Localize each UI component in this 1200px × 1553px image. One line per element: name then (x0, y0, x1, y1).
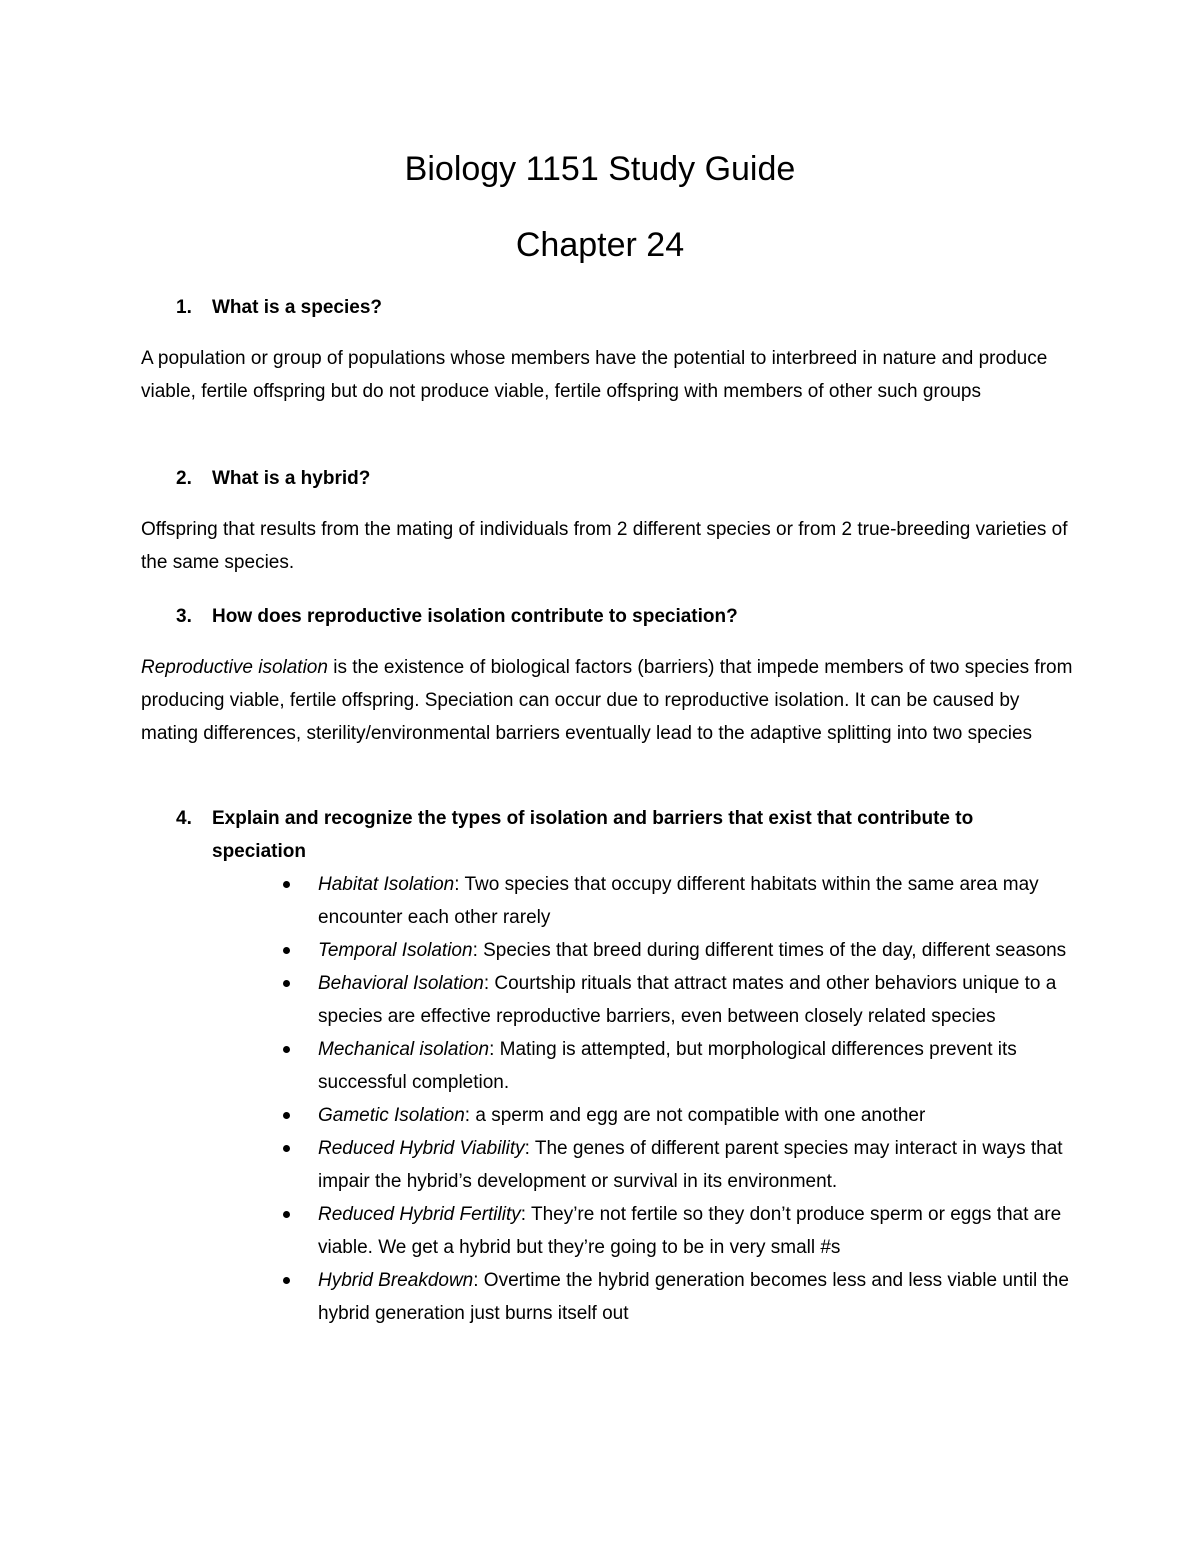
barrier-description: : Overtime the hybrid generation becomes less and less viable until the hybrid generation just burns itself out (318, 1270, 1069, 1324)
barrier-term: Reduced Hybrid Fertility (318, 1204, 521, 1225)
list-item (280, 1099, 1070, 1132)
question-text: What is a hybrid? (212, 468, 371, 489)
answer-text: is the existence of biological factors (barriers) that impede members of two species from producing viable, fertile offspring. Speciation can occur due to reproductive isolation. It can be caused by mating differences, sterility/environmental barriers eventually lead to the adaptive splitting into two species (141, 657, 1073, 744)
question-4 (176, 802, 1076, 868)
question-text: Explain and recognize the types of isolation and barriers that exist that contribute to speciation (212, 808, 974, 862)
question-3 (176, 600, 1076, 633)
bullet-icon (283, 1211, 290, 1218)
list-item (280, 868, 1070, 934)
answer-3 (141, 651, 1081, 750)
list-item (280, 1198, 1070, 1264)
barrier-description: : Species that breed during different times of the day, different seasons (472, 940, 1067, 961)
barrier-description: : They’re not fertile so they don’t produce sperm or eggs that are viable. We get a hybrid but they’re going to be in very small #s (318, 1204, 1062, 1258)
bullet-icon (283, 1046, 290, 1053)
barrier-description: : Two species that occupy different habitats within the same area may encounter each other rarely (318, 874, 1039, 928)
bullet-icon (283, 881, 290, 888)
question-number: 4. (176, 808, 192, 829)
bullet-icon (283, 1112, 290, 1119)
barrier-term: Gametic Isolation (318, 1105, 465, 1126)
answer-term: Reproductive isolation (141, 657, 328, 678)
bullet-icon (283, 1145, 290, 1152)
question-text: What is a species? (212, 297, 383, 318)
barrier-term: Temporal Isolation (318, 940, 473, 961)
list-item (280, 1033, 1070, 1099)
answer-2: Offspring that results from the mating of individuals from 2 different species or from 2 true-breeding varieties of the same species. (141, 519, 1068, 573)
barrier-list (280, 868, 1070, 1330)
question-1 (176, 291, 1076, 324)
barrier-description: : a sperm and egg are not compatible with one another (464, 1105, 926, 1126)
list-item (280, 1132, 1070, 1198)
barrier-term: Mechanical isolation (318, 1039, 490, 1060)
list-item (280, 1264, 1070, 1330)
barrier-term: Hybrid Breakdown (318, 1270, 474, 1291)
chapter-heading: Chapter 24 (515, 226, 685, 264)
bullet-icon (283, 947, 290, 954)
barrier-term: Habitat Isolation (318, 874, 455, 895)
question-text: How does reproductive isolation contribute to speciation? (212, 606, 738, 627)
list-item (280, 934, 1070, 967)
list-item (280, 967, 1070, 1033)
question-number: 3. (176, 606, 192, 627)
barrier-term: Behavioral Isolation (318, 973, 484, 994)
question-number: 1. (176, 297, 192, 318)
barrier-description: : The genes of different parent species may interact in ways that impair the hybrid’s development or survival in its environment. (318, 1138, 1063, 1192)
barrier-description: : Courtship rituals that attract mates and other behaviors unique to a species are effective reproductive barriers, even between closely related species (318, 973, 1057, 1027)
bullet-icon (283, 980, 290, 987)
page-title: Biology 1151 Study Guide (404, 150, 796, 188)
answer-1: A population or group of populations whose members have the potential to interbreed in nature and produce viable, fertile offspring but do not produce viable, fertile offspring with members of other such groups (141, 348, 1048, 402)
bullet-icon (283, 1277, 290, 1284)
barrier-description: : Mating is attempted, but morphological differences prevent its successful completion. (318, 1039, 1017, 1093)
question-2 (176, 462, 1076, 495)
question-number: 2. (176, 468, 192, 489)
barrier-term: Reduced Hybrid Viability (318, 1138, 525, 1159)
